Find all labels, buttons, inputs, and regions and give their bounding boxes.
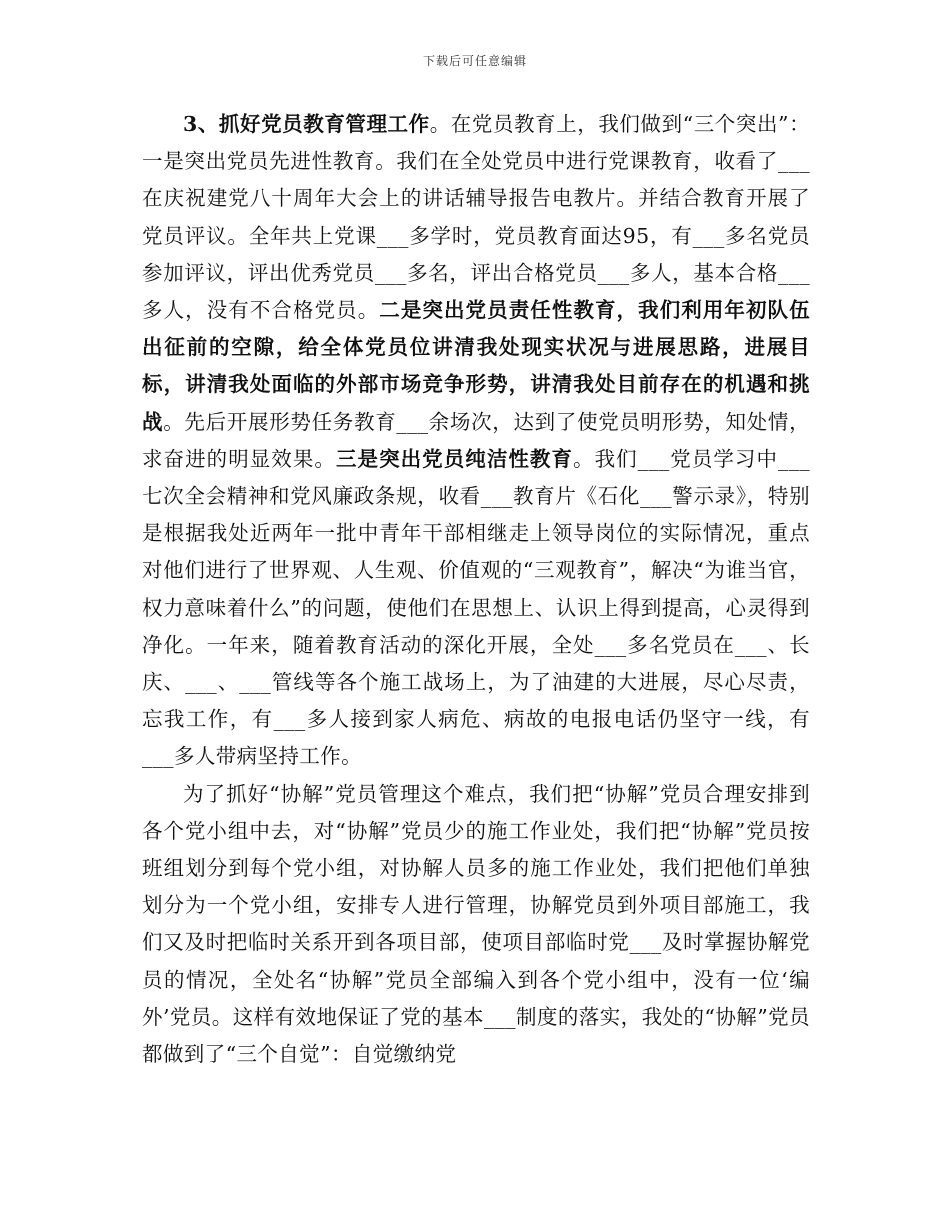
- emphasis-segment: 二是突出党员责任性教育，我们利用年初队伍出征前的空隙，给全体党员位讲清我处现实状况与进展思路，进展目标，讲清我处面临的外部市场竞争形势，讲清我处目前存在的机遇和挑战: [142, 298, 811, 434]
- paragraph-party-management: [142, 776, 810, 1074]
- emphasis-segment: 三是突出党员纯洁性教育: [335, 446, 574, 471]
- text-segment: 。在党员教育上，我们做到“三个突出”：一是突出党员先进性教育。我们在全处党员中进行党课教育，收看了___在庆祝建党八十周年大会上的讲话辅导报告电教片。并结合教育开展了党员评议。全年共上党课___多学时，党员教育面达95，有___多名党员参加评议，评出优秀党员___多名，评出合格党员___多人，基本合格___多人，没有不合格党员。: [142, 112, 810, 323]
- page-header: 下载后可任意编辑: [422, 54, 527, 68]
- text-segment: 。先后开展形势任务教育___余场次，达到了使党员明形势，知处情，求奋进的明显效果。: [142, 409, 810, 471]
- text-segment: 为了抓好“协解”党员管理这个难点，我们把“协解”党员合理安排到各个党小组中去，对“协解”党员少的施工作业处，我们把“协解”党员按班组划分到每个党小组，对协解人员多的施工作业处，我们把他们单独划分为一个党小组，安排专人进行管理，协解党员到外项目部施工，我们又及时把临时关系开到各项目部，使项目部临时党___及时掌握协解党员的情况，全处名“协解”党员全部编入到各个党小组中，没有一位‘编外’党员。这样有效地保证了党的基本___制度的落实，我处的“协解”党员都做到了“三个自觉”：自觉缴纳党: [142, 781, 810, 1067]
- document-body: [142, 106, 810, 1073]
- heading-segment: 3、抓好党员教育管理工作: [183, 112, 430, 136]
- paragraph-party-education: [142, 106, 810, 776]
- text-segment: 。我们___党员学习中___七次全会精神和党风廉政条规，收看___教育片《石化___警示录》，特别是根据我处近两年一批中青年干部相继走上领导岗位的实际情况，重点对他们进行了世界观、人生观、价值观的“三观教育”，解决“为谁当官，权力意味着什么”的问题，使他们在思想上、认识上得到提高，心灵得到净化。一年来，随着教育活动的深化开展，全处___多名党员在___、长庆、___、___管线等各个施工战场上，为了油建的大进展，尽心尽责，忘我工作，有___多人接到家人病危、病故的电报电话仍坚守一线，有___多人带病坚持工作。: [142, 446, 810, 769]
